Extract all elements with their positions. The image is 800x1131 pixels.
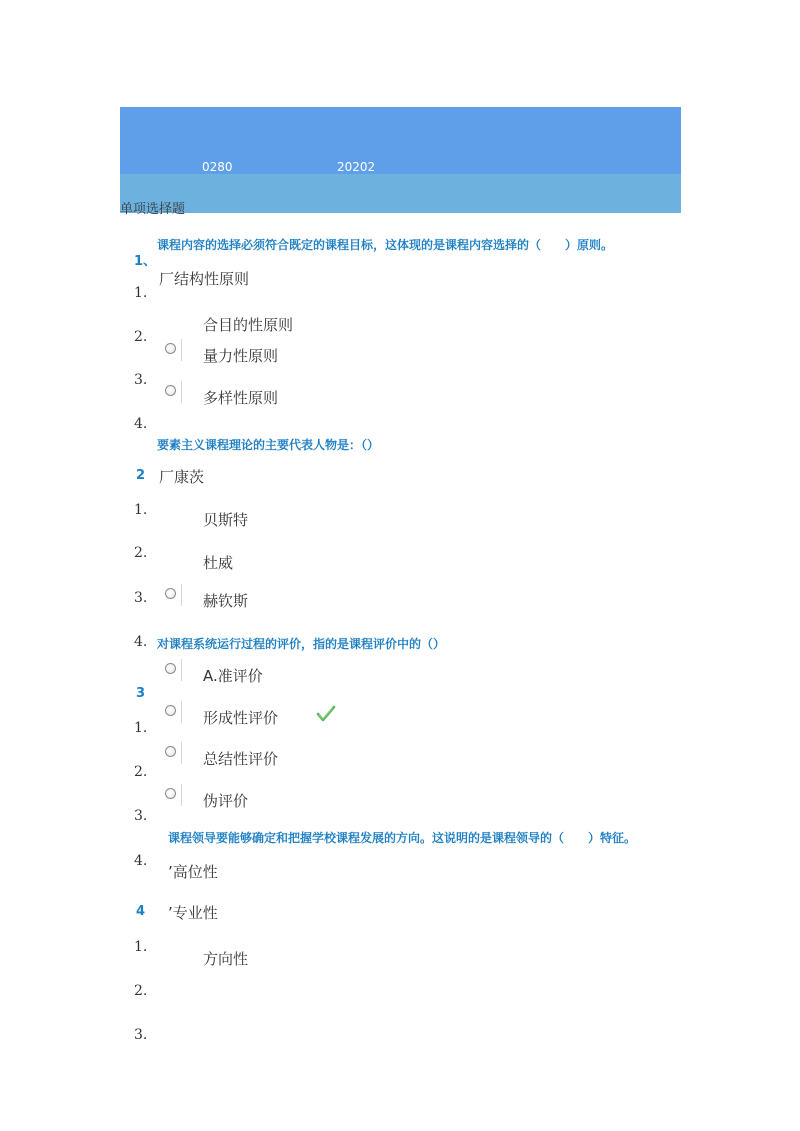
option-index: 3. <box>134 808 148 824</box>
checkmark-icon <box>316 705 336 723</box>
question-4-option-3[interactable]: 方向性 <box>203 950 249 968</box>
question-3-option-2[interactable]: 形成性评价 <box>203 709 279 727</box>
option-index: 4. <box>134 416 148 432</box>
question-1-option-3[interactable]: 量力性原则 <box>203 347 279 365</box>
radio-button-icon[interactable] <box>165 385 176 396</box>
question-2-option-4[interactable]: 赫钦斯 <box>203 592 249 610</box>
question-1-option-1[interactable]: 厂结构性原则 <box>159 270 250 288</box>
question-1-option-4[interactable]: 多样性原则 <box>203 389 279 407</box>
radio-button-icon[interactable] <box>165 705 176 716</box>
question-3-option-4[interactable]: 伪评价 <box>203 792 249 810</box>
question-1-option-2[interactable]: 合目的性原则 <box>203 316 294 334</box>
question-4-option-1[interactable]: ’高位性 <box>168 863 218 881</box>
option-index: 2. <box>134 545 148 561</box>
option-index: 1. <box>134 285 148 301</box>
option-index: 4. <box>134 634 148 650</box>
option-index: 3. <box>134 372 148 388</box>
option-index: 1. <box>134 720 148 736</box>
option-index: 2. <box>134 764 148 780</box>
question-2-option-3[interactable]: 杜威 <box>203 554 234 572</box>
option-index: 1. <box>134 502 148 518</box>
question-4-text: 课程领导要能够确定和把握学校课程发展的方向。这说明的是课程领导的（ ）特征。 <box>168 831 637 845</box>
question-3-option-1[interactable]: A.准评价 <box>203 667 263 685</box>
question-1-number: 1、 <box>134 254 157 269</box>
option-index: 4. <box>134 853 148 869</box>
radio-button-icon[interactable] <box>165 663 176 674</box>
option-index: 3. <box>134 590 148 606</box>
term-code: 20202 <box>337 160 376 174</box>
radio-button-icon[interactable] <box>165 588 176 599</box>
question-2-option-2[interactable]: 贝斯特 <box>203 511 249 529</box>
question-2-text: 要素主义课程理论的主要代表人物是：（） <box>157 438 380 452</box>
question-2-number: 2 <box>136 468 146 483</box>
question-3-text: 对课程系统运行过程的评价，指的是课程评价中的（） <box>157 637 446 651</box>
question-4-number: 4 <box>136 904 146 919</box>
question-1-text: 课程内容的选择必须符合既定的课程目标，这体现的是课程内容选择的（ ）原则。 <box>157 238 614 252</box>
question-3-number: 3 <box>136 686 146 701</box>
option-index: 2. <box>134 329 148 345</box>
option-index: 3. <box>134 1027 148 1043</box>
course-code: 0280 <box>202 160 233 174</box>
radio-button-icon[interactable] <box>165 343 176 354</box>
question-3-option-3[interactable]: 总结性评价 <box>203 750 279 768</box>
header-banner-strip <box>120 174 681 213</box>
radio-button-icon[interactable] <box>165 788 176 799</box>
question-2-option-1[interactable]: 厂康茨 <box>159 468 205 486</box>
question-4-option-2[interactable]: ’专业性 <box>168 904 218 922</box>
radio-button-icon[interactable] <box>165 746 176 757</box>
option-index: 1. <box>134 939 148 955</box>
section-title: 单项选择题 <box>120 202 186 217</box>
option-index: 2. <box>134 983 148 999</box>
